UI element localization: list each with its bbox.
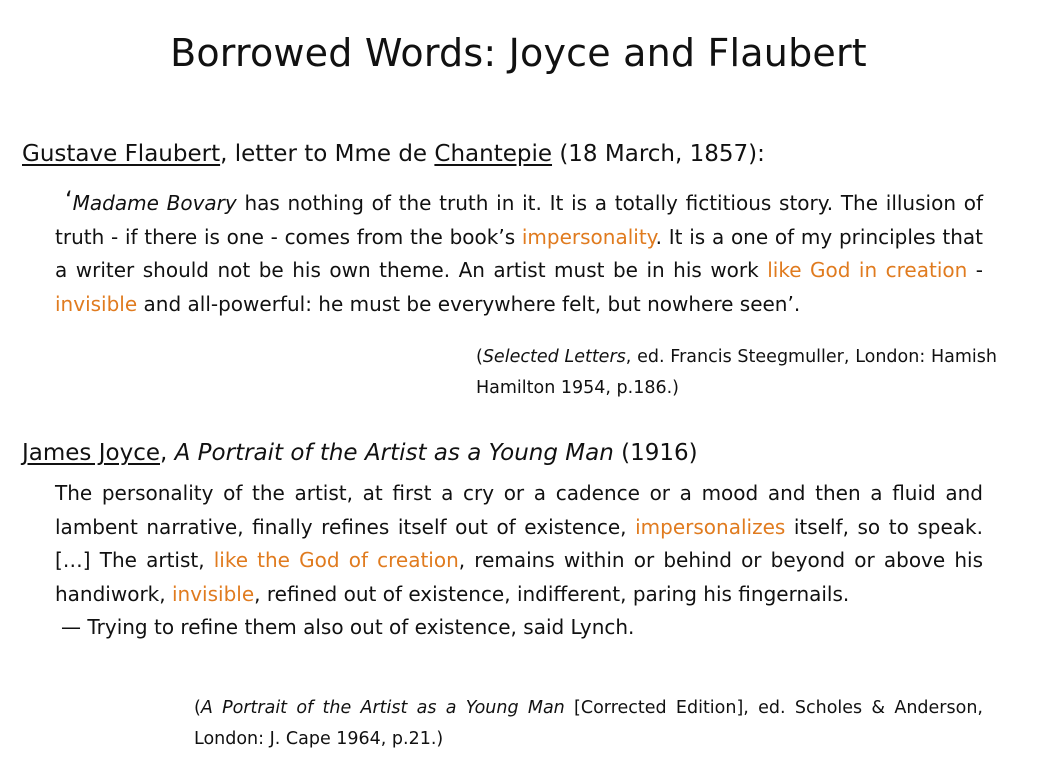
joyce-citation-open: ( [194, 698, 201, 718]
flaubert-citation-rest: , ed. Francis Steegmuller, London: Hamish Hamilton 1954, p.186.) [476, 347, 997, 398]
joyce-author: James Joyce [22, 440, 160, 466]
joyce-heading [22, 438, 698, 468]
joyce-quote-text-3: , remains within or behind or beyond or above his handiwork, [55, 548, 983, 606]
joyce-year: (1916) [613, 440, 698, 466]
flaubert-recipient: Chantepie [434, 141, 553, 167]
joyce-quote-text-4: , refined out of existence, indifferent, paring his fingernails. [254, 581, 850, 606]
joyce-highlight-like-god: like the God of creation [213, 548, 459, 572]
flaubert-quote [55, 186, 983, 321]
joyce-quote-text-2: itself, so to speak. […] The artist, [55, 514, 983, 572]
flaubert-open-quote-mark: ‘ [65, 186, 73, 214]
joyce-citation-rest: [Corrected Edition], ed. Scholes & Anderson, London: J. Cape 1964, p.21.) [194, 698, 983, 749]
joyce-highlight-impersonalizes: impersonalizes [635, 514, 786, 539]
flaubert-quote-text-4: and all-powerful: he must be everywhere felt, but nowhere seen’. [137, 291, 801, 316]
flaubert-highlight-invisible: invisible [55, 291, 138, 316]
joyce-citation-work: A Portrait of the Artist as a Young Man [200, 698, 565, 718]
flaubert-highlight-impersonality: impersonality [521, 224, 656, 249]
joyce-quote [55, 477, 983, 645]
flaubert-citation-open: ( [476, 347, 483, 367]
flaubert-author: Gustave Flaubert [22, 141, 221, 167]
flaubert-citation-work: Selected Letters [482, 347, 626, 367]
flaubert-quote-text-2: . It is a one of my principles that a writer should not be his own theme. An artist must be in his work [55, 224, 984, 282]
flaubert-citation [476, 342, 997, 404]
flaubert-quote-text-3: - [967, 258, 984, 282]
joyce-dialogue-line: — Trying to refine them also out of existence, said Lynch. [61, 615, 635, 639]
flaubert-heading [22, 139, 765, 169]
flaubert-heading-date: (18 March, 1857): [552, 141, 765, 167]
slide-title: Borrowed Words: Joyce and Flaubert [170, 31, 867, 75]
joyce-heading-sep: , [160, 440, 175, 466]
flaubert-heading-mid: , letter to Mme de [220, 141, 435, 167]
flaubert-quote-text-1: has nothing of the truth in it. It is a totally fictitious story. The illusion of truth - if there is one - comes from the book’s [55, 191, 983, 249]
joyce-work-title: A Portrait of the Artist as a Young Man [174, 440, 614, 466]
joyce-citation [194, 693, 983, 755]
joyce-quote-text-1: The personality of the artist, at first a cry or a cadence or a mood and then a fluid and lambent narrative, finally refines itself out of existence, [55, 481, 983, 539]
flaubert-quote-work-title: Madame Bovary [72, 191, 237, 215]
joyce-highlight-invisible: invisible [171, 581, 255, 606]
flaubert-highlight-like-god: like God in creation [767, 258, 968, 282]
